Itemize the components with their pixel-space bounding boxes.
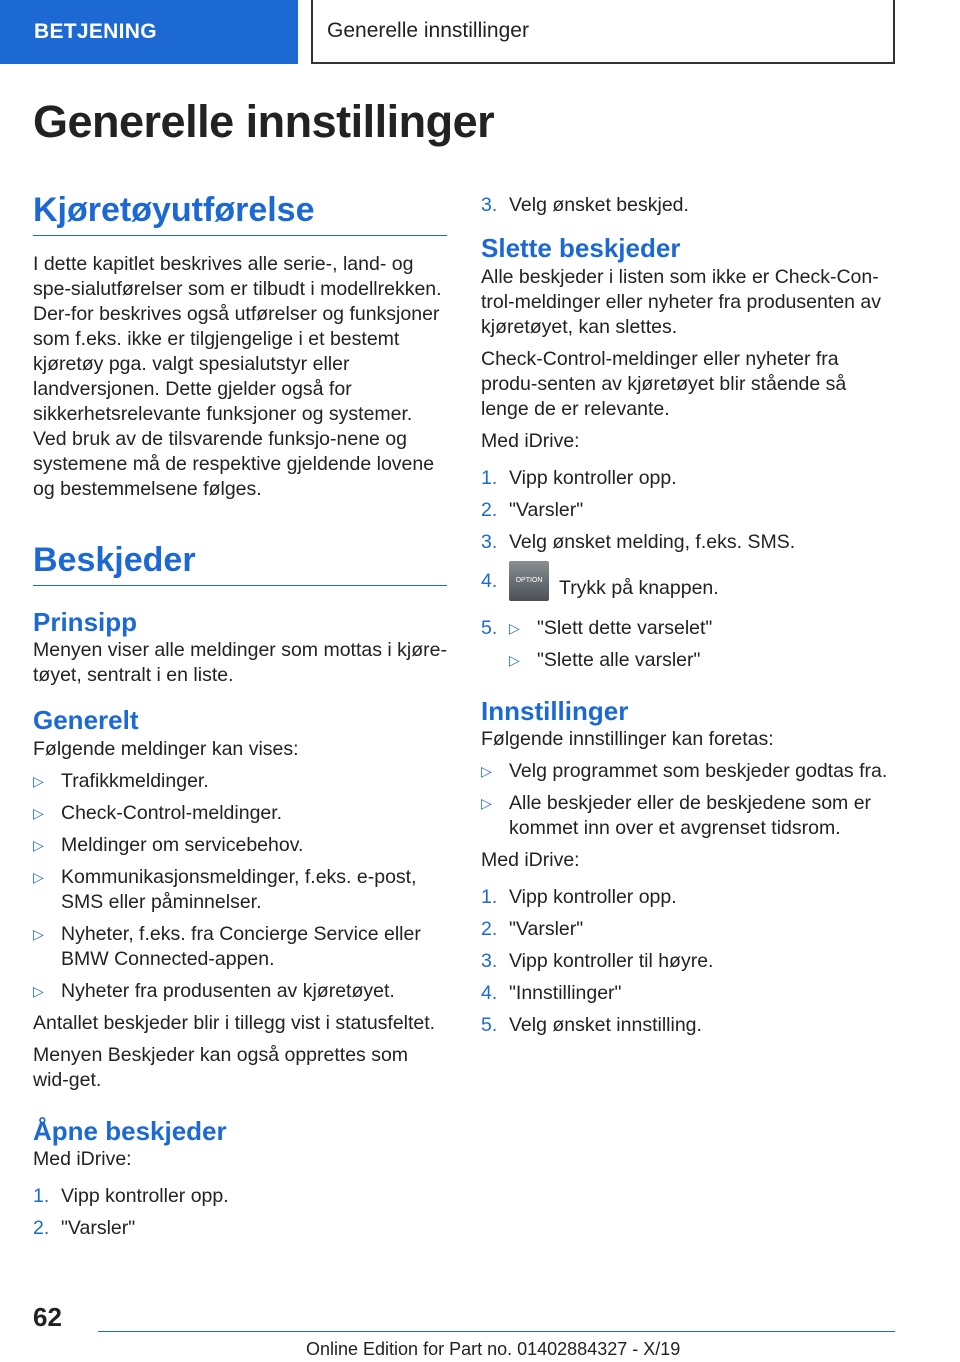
step-item (33, 1216, 447, 1241)
generelt-intro: Følgende meldinger kan vises: (33, 737, 299, 760)
step-text: "Varsler" (509, 498, 584, 521)
step-text: Trykk på knappen. (559, 576, 719, 599)
footer-divider (98, 1331, 895, 1332)
widget-paragraph: Menyen Beskjeder kan også opprettes som wid-get. (33, 1043, 409, 1091)
step-number: 1. (481, 466, 498, 489)
triangle-bullet-icon: ▷ (33, 982, 44, 999)
step-item (481, 193, 895, 218)
step-text: Vipp kontroller opp. (509, 466, 677, 489)
step-item (481, 466, 895, 491)
step-item (481, 1013, 895, 1038)
step-item (481, 569, 895, 609)
step-number: 3. (481, 530, 498, 553)
list-item-text: Meldinger om servicebehov. (61, 833, 304, 856)
heading-slette-beskjeder: Slette beskjeder (481, 233, 681, 263)
step-number: 3. (481, 194, 498, 216)
step-number: 2. (481, 918, 498, 940)
list-item-text: Velg programmet som beskjeder godtas fra. (509, 760, 888, 782)
step-text: Vipp kontroller opp. (61, 1185, 229, 1208)
step-item (481, 981, 895, 1006)
intro-paragraph: I dette kapitlet beskrives alle serie-, land- og spe-sialutførelser som er tilbudt i modellrekken. Der-for beskrives også utførelser og funksjoner som f.eks. ikke er tilgjengelige i et bestemt kjøretøy pga. valgt spesialutstyr eller landversjonen. Dette gjelder også for sikkerhetsrelevante funksjoner og systemer. Ved bruk av de tilsvarende funksjo-nene og systemene må de respektive gjeldende lovene og bestemmelsene følges. (33, 252, 442, 500)
option-button-icon: OPTION (509, 561, 549, 601)
triangle-bullet-icon: ▷ (33, 836, 44, 853)
list-item-text: Alle beskjeder eller de beskjedene som er kommet inn over et avgrenset tidsrom. (509, 792, 872, 839)
step-text: Velg ønsket innstilling. (509, 1014, 702, 1036)
slette-paragraph-2: Check-Control-meldinger eller nyheter fra produ-senten av kjøretøyet blir stående så lenge de er relevante. (481, 347, 847, 420)
list-item (481, 791, 895, 841)
heading-generelt: Generelt (33, 705, 139, 736)
page-title: Generelle innstillinger (33, 96, 495, 147)
step-number: 4. (481, 569, 498, 592)
triangle-bullet-icon: ▷ (481, 795, 492, 811)
page-number: 62 (33, 1302, 62, 1332)
section-title-kjoretoyutforelse: Kjøretøyutførelse (33, 190, 447, 236)
left-column (33, 190, 447, 1248)
step-item (481, 498, 895, 523)
innst-intro-2: Med iDrive: (481, 849, 580, 871)
list-item (33, 922, 447, 972)
sub-item-text: "Slett dette varselet" (537, 616, 713, 639)
list-item-text: Trafikkmeldinger. (61, 769, 209, 792)
step-item (481, 885, 895, 910)
heading-prinsipp: Prinsipp (33, 606, 138, 637)
step-text: "Varsler" (509, 918, 584, 940)
triangle-bullet-icon: ▷ (509, 619, 520, 636)
triangle-bullet-icon: ▷ (33, 868, 44, 885)
slette-intro: Med iDrive: (481, 429, 580, 452)
list-item-text: Nyheter fra produsenten av kjøretøyet. (61, 979, 395, 1002)
step-text: Velg ønsket melding, f.eks. SMS. (509, 530, 796, 553)
step-number: 2. (33, 1217, 50, 1240)
section-label: BETJENING (34, 20, 157, 43)
step-item (481, 949, 895, 974)
step-number: 4. (481, 982, 498, 1004)
list-item (33, 801, 447, 826)
heading-innstillinger: Innstillinger (481, 695, 629, 726)
triangle-bullet-icon: ▷ (33, 772, 44, 789)
step-text: Velg ønsket beskjed. (509, 194, 689, 216)
apne-intro: Med iDrive: (33, 1148, 132, 1171)
sub-item-text: "Slette alle varsler" (537, 648, 701, 671)
list-item (481, 759, 895, 784)
status-paragraph: Antallet beskjeder blir i tillegg vist i statusfeltet. (33, 1011, 436, 1034)
chapter-header (311, 0, 895, 64)
footer-edition: Online Edition for Part no. 01402884327 - X/19 (306, 1339, 681, 1359)
list-item-text: Check-Control-meldinger. (61, 801, 283, 824)
list-item-text: Nyheter, f.eks. fra Concierge Service eller BMW Connected-appen. (61, 922, 421, 970)
triangle-bullet-icon: ▷ (33, 925, 44, 942)
step-text: Vipp kontroller til høyre. (509, 950, 714, 972)
step-number: 2. (481, 498, 498, 521)
list-item (33, 769, 447, 794)
sub-item (509, 648, 895, 673)
slette-paragraph-1: Alle beskjeder i listen som ikke er Check-Con-trol-meldinger eller nyheter fra produsenten av kjøretøyet, kan slettes. (481, 265, 881, 338)
step-number: 3. (481, 950, 498, 972)
step-item (481, 917, 895, 942)
step-number: 5. (481, 1014, 498, 1036)
heading-apne-beskjeder: Åpne beskjeder (33, 1115, 227, 1146)
step-number: 5. (481, 616, 498, 639)
list-item (33, 865, 447, 915)
prinsipp-paragraph: Menyen viser alle meldinger som mottas i kjøre-tøyet, sentralt i en liste. (33, 639, 447, 687)
step-item (33, 1184, 447, 1209)
list-item-text: Kommunikasjonsmeldinger, f.eks. e-post, SMS eller påminnelser. (61, 865, 417, 913)
section-title-beskjeder: Beskjeder (33, 540, 447, 586)
list-item (33, 833, 447, 858)
step-text: "Varsler" (61, 1217, 136, 1240)
step-text: "Innstillinger" (509, 982, 622, 1004)
step-text: Vipp kontroller opp. (509, 886, 677, 908)
right-column (481, 193, 895, 1045)
step-item (481, 530, 895, 555)
chapter-label: Generelle innstillinger (327, 19, 529, 42)
step-item (481, 616, 895, 641)
list-item (33, 979, 447, 1004)
triangle-bullet-icon: ▷ (33, 804, 44, 821)
section-tab (0, 0, 298, 64)
step-number: 1. (33, 1185, 50, 1208)
triangle-bullet-icon: ▷ (481, 763, 492, 779)
innst-intro: Følgende innstillinger kan foretas: (481, 728, 774, 750)
step-content (509, 569, 719, 609)
triangle-bullet-icon: ▷ (509, 651, 520, 668)
step-number: 1. (481, 886, 498, 908)
